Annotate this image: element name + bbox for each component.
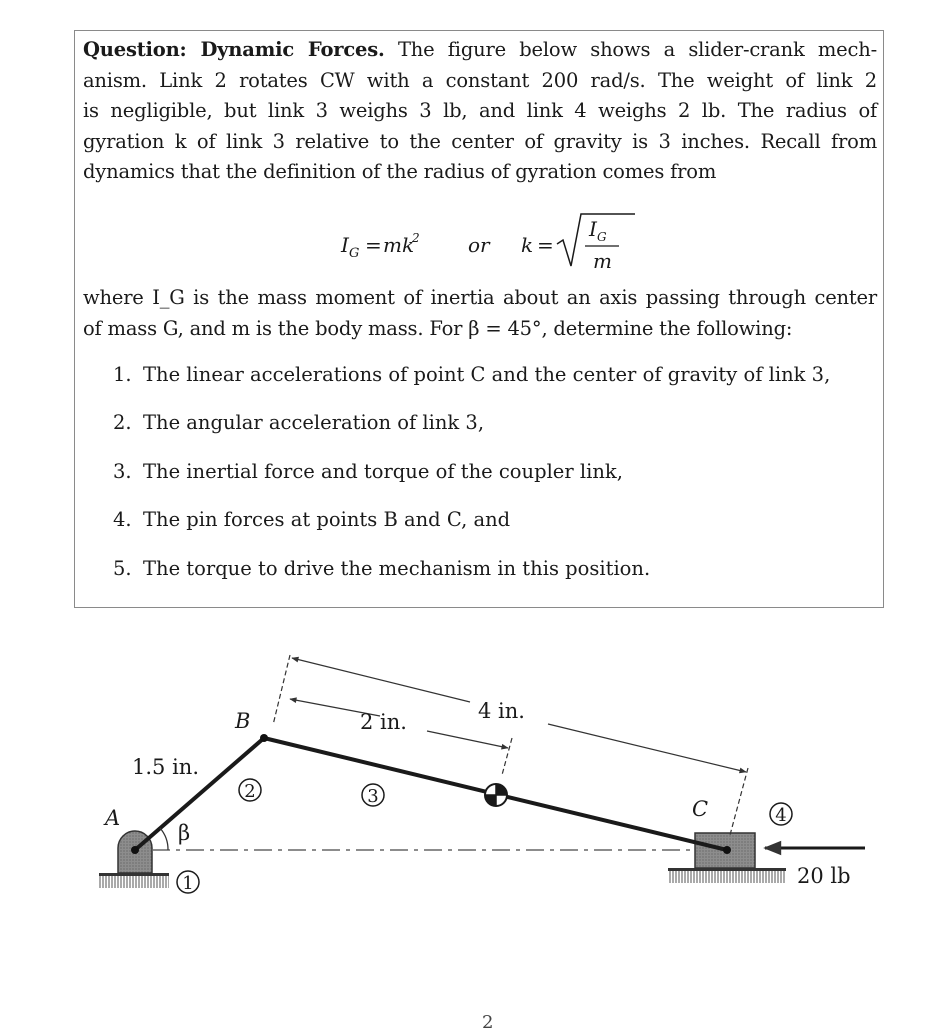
task-item: 4. The pin forces at points B and C, and xyxy=(113,508,511,531)
svg-text:I: I xyxy=(589,217,597,241)
question-heading: Question: Dynamic Forces. xyxy=(83,38,385,61)
svg-text:2: 2 xyxy=(412,231,420,245)
svg-text:I: I xyxy=(341,233,349,257)
beta-label: β xyxy=(178,821,191,845)
dim-4in-label: 4 in. xyxy=(478,699,525,723)
link-3-label: 3 xyxy=(367,786,379,807)
followup-line-1: where I_G is the mass moment of inertia about an axis passing through center xyxy=(83,286,877,309)
link-1-label: 1 xyxy=(182,873,194,894)
svg-text:=: = xyxy=(365,233,382,257)
dim-arrow-4in-left xyxy=(292,658,470,702)
link-4-label: 4 xyxy=(775,805,787,826)
page-number: 2 xyxy=(482,1012,494,1033)
question-box xyxy=(74,30,884,608)
intro-line-1: Question: Dynamic Forces. The figure below shows a slider-crank mech- xyxy=(83,38,877,61)
radius-of-gyration-equation xyxy=(75,206,883,286)
crank-length-label: 1.5 in. xyxy=(132,755,199,779)
beta-angle-arc xyxy=(160,828,168,850)
slider-crank-figure xyxy=(90,640,890,910)
equation-graphic xyxy=(75,206,885,286)
svg-text:=: = xyxy=(537,233,554,257)
intro-line-4: gyration k of link 3 relative to the center of gravity is 3 inches. Recall from xyxy=(83,129,877,153)
svg-text:m: m xyxy=(593,249,612,273)
point-b-label: B xyxy=(235,709,251,733)
intro-line-5: dynamics that the definition of the radius of gyration comes from xyxy=(83,160,717,183)
question-intro xyxy=(83,35,877,188)
svg-text:G: G xyxy=(349,246,360,261)
link-2-label: 2 xyxy=(244,781,256,802)
intro-line-3: is negligible, but link 3 weighs 3 lb, and link 4 weighs 2 lb. The radius of xyxy=(83,99,877,122)
followup-line-2: of mass G, and m is the body mass. For β = 45°, determine the following: xyxy=(83,316,793,340)
equation-connector: or xyxy=(468,233,490,257)
intro-line-2: anism. Link 2 rotates CW with a constant 200 rad/s. The weight of link 2 xyxy=(83,68,877,92)
ground-pivot-a xyxy=(99,831,169,888)
task-item: 2. The angular acceleration of link 3, xyxy=(113,411,485,434)
center-of-gravity-icon xyxy=(485,784,507,806)
force-label: 20 lb xyxy=(797,864,851,888)
dim-arrow-2in-right xyxy=(427,731,508,748)
pin-c xyxy=(723,846,731,854)
pin-a xyxy=(131,846,139,854)
dim-2in-label: 2 in. xyxy=(360,710,407,734)
question-followup xyxy=(83,283,877,344)
point-c-label: C xyxy=(692,797,709,821)
task-item: 3. The inertial force and torque of the coupler link, xyxy=(113,460,623,483)
mechanism-diagram xyxy=(90,640,890,910)
svg-text:mk: mk xyxy=(383,233,415,257)
svg-text:G: G xyxy=(597,230,607,244)
svg-text:k: k xyxy=(521,233,534,257)
dim-arrow-4in-right xyxy=(548,724,746,772)
point-a-label: A xyxy=(105,806,121,830)
task-item: 5. The torque to drive the mechanism in this position. xyxy=(113,557,651,580)
pin-b xyxy=(260,734,268,742)
task-item: 1. The linear accelerations of point C and the center of gravity of link 3, xyxy=(113,363,831,386)
